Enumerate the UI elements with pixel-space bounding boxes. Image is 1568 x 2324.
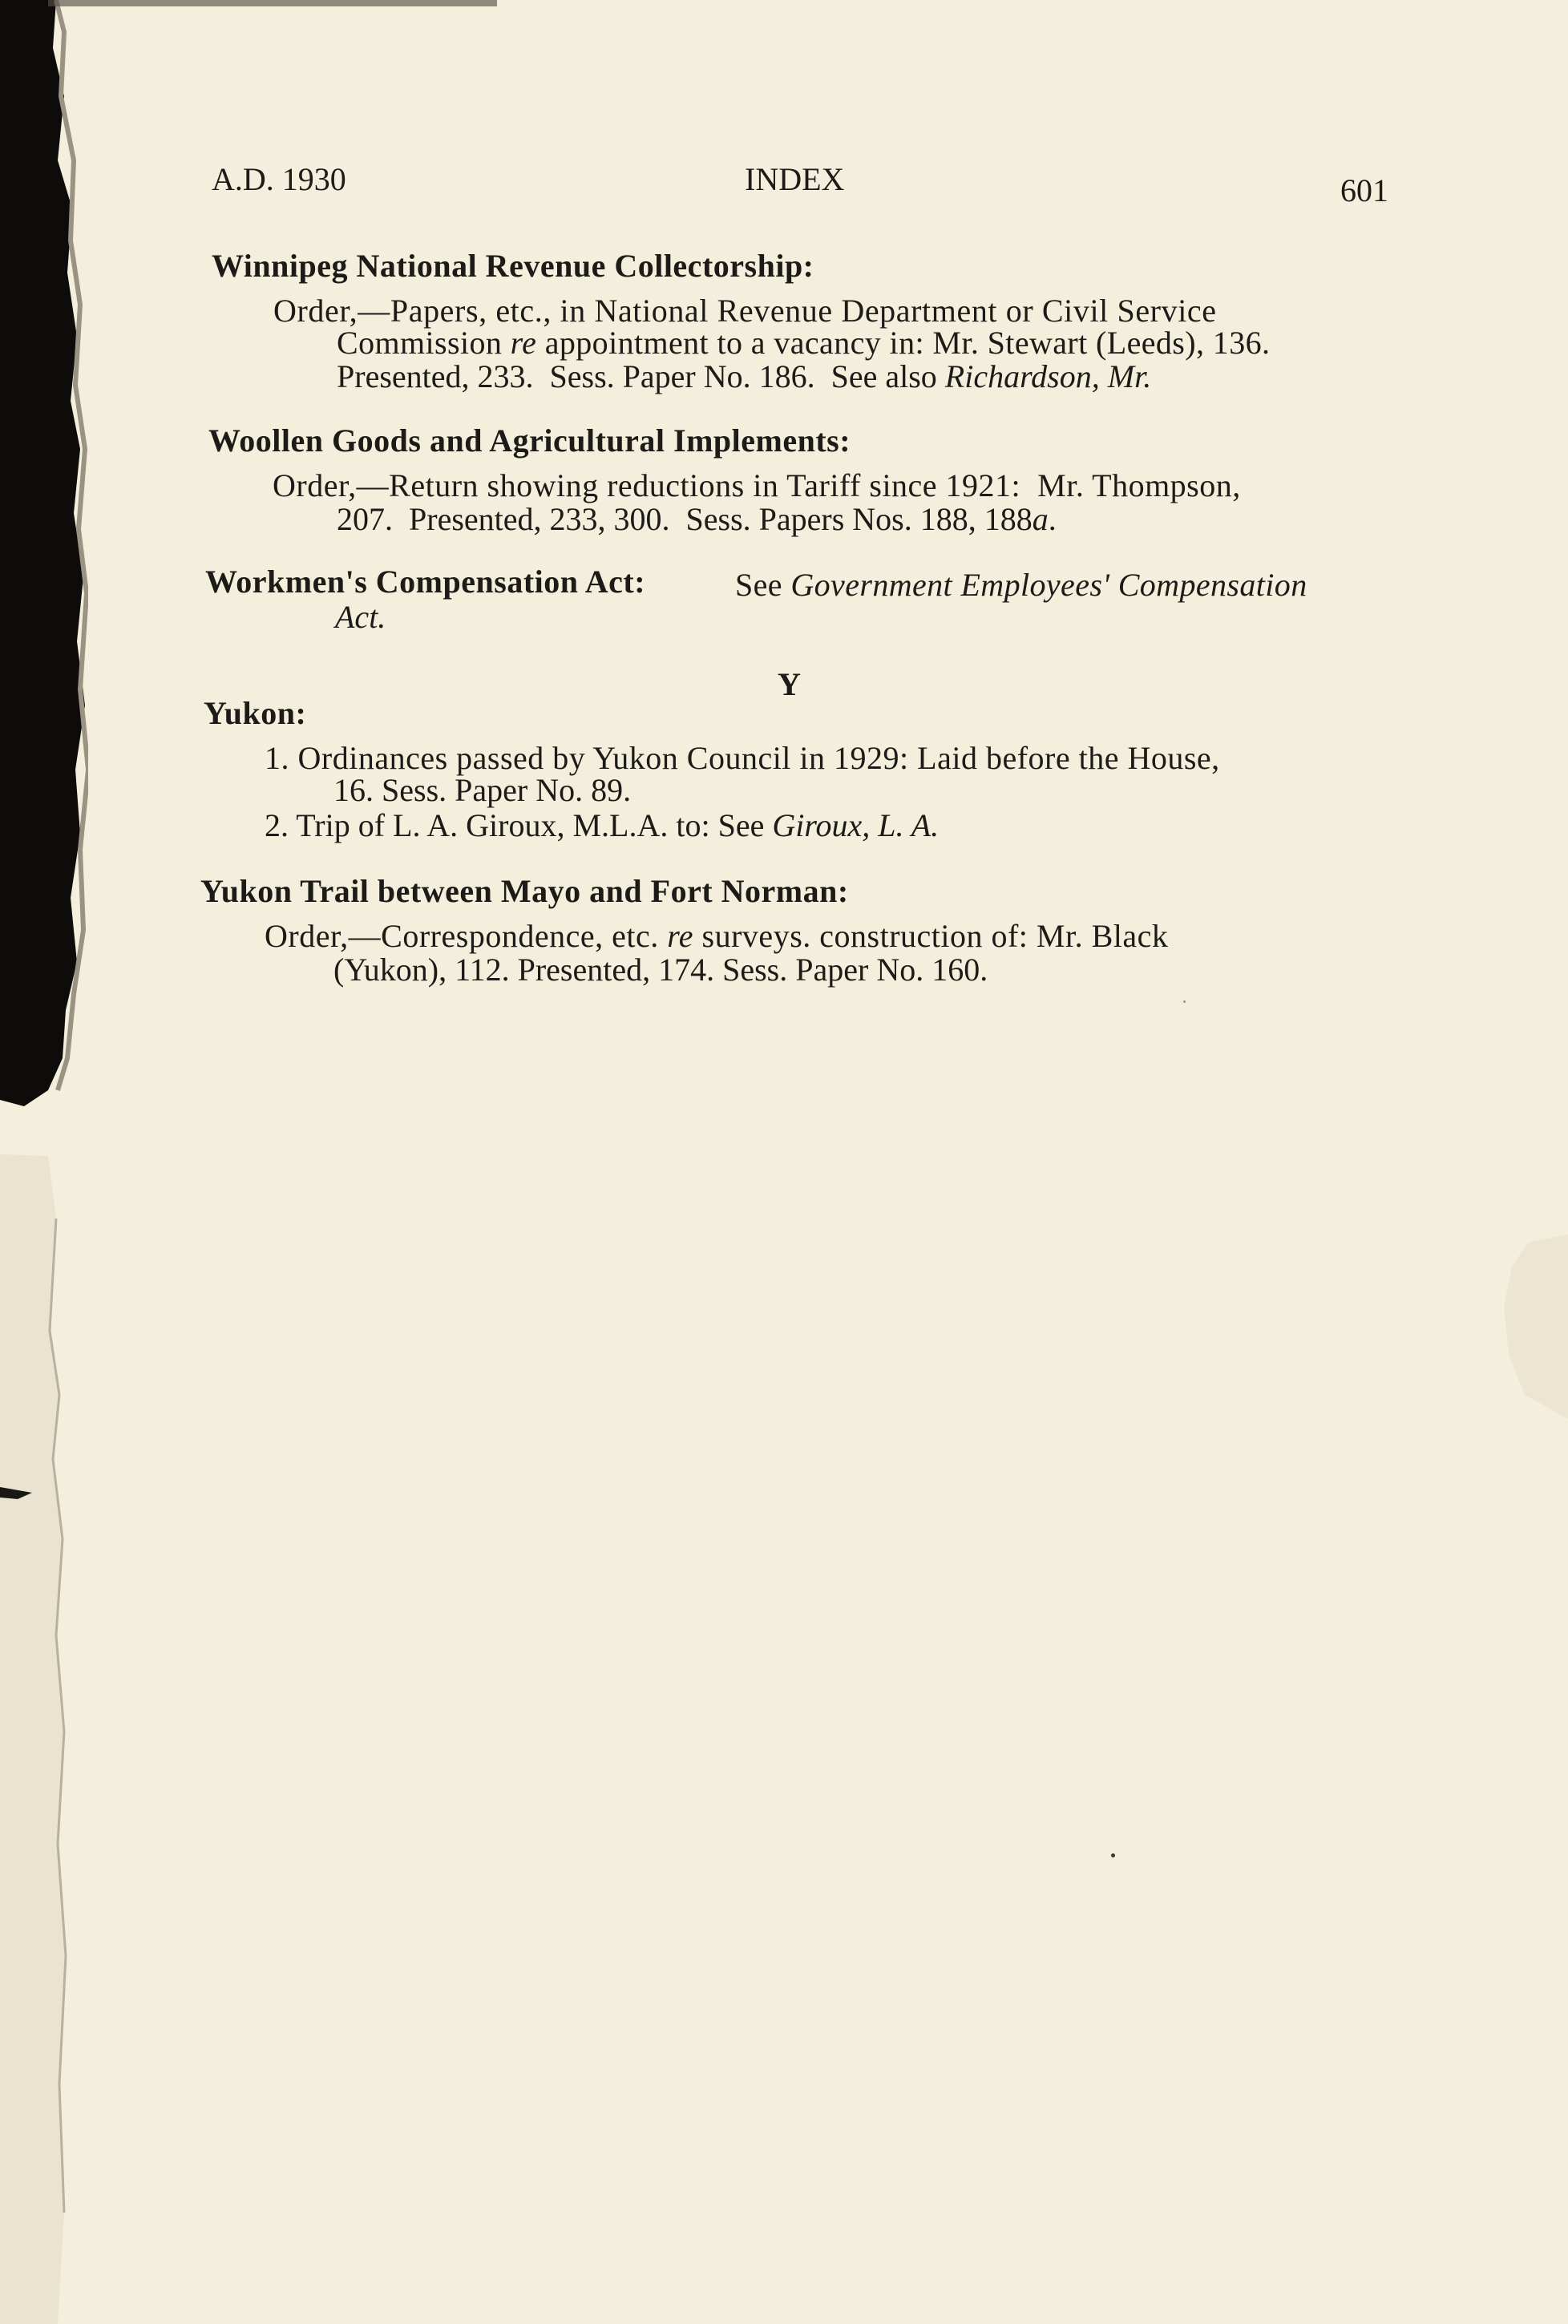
- section-letter: Y: [778, 666, 801, 702]
- list-item: 1. Ordinances passed by Yukon Council in 1929: Laid before the House,: [265, 740, 1220, 776]
- entry-line: 207. Presented, 233, 300. Sess. Papers Nos. 188, 188a.: [337, 501, 1057, 537]
- entry-line: Order,—Correspondence, etc. re surveys. construction of: Mr. Black: [265, 918, 1169, 954]
- entry-line: Presented, 233. Sess. Paper No. 186. See also Richardson, Mr.: [337, 358, 1152, 394]
- entry-line: Order,—Papers, etc., in National Revenue Department or Civil Service: [273, 293, 1217, 329]
- paper-speck: [1183, 1000, 1186, 1003]
- torn-page-edge: [0, 0, 88, 1122]
- paper-speck: [1111, 1853, 1115, 1857]
- running-header: [212, 159, 1388, 207]
- list-item-continuation: 16. Sess. Paper No. 89.: [333, 772, 632, 808]
- header-year: A.D. 1930: [212, 161, 346, 197]
- top-edge-shadow: [48, 0, 497, 6]
- entry-line: Act.: [335, 599, 386, 635]
- entry-line: See Government Employees' Compensation: [735, 567, 1307, 603]
- entry-heading: Yukon Trail between Mayo and Fort Norman:: [200, 873, 849, 909]
- list-item: 2. Trip of L. A. Giroux, M.L.A. to: See Giroux, L. A.: [265, 807, 940, 843]
- entry-heading: Woollen Goods and Agricultural Implements:: [208, 422, 851, 459]
- page-number: 601: [1340, 172, 1388, 208]
- page-edge-lower: [0, 1122, 72, 2324]
- entry-heading: Yukon:: [204, 695, 307, 731]
- entry-heading: Workmen's Compensation Act:: [205, 564, 646, 600]
- entry-line: Order,—Return showing reductions in Tariff since 1921: Mr. Thompson,: [273, 467, 1241, 503]
- entry-line: Commission re appointment to a vacancy in: Mr. Stewart (Leeds), 136.: [337, 325, 1271, 361]
- entry-heading: Winnipeg National Revenue Collectorship:: [212, 248, 814, 284]
- entry-line: (Yukon), 112. Presented, 174. Sess. Paper No. 160.: [333, 952, 988, 988]
- right-edge-tear: [1480, 1235, 1568, 1427]
- header-title: INDEX: [745, 161, 845, 197]
